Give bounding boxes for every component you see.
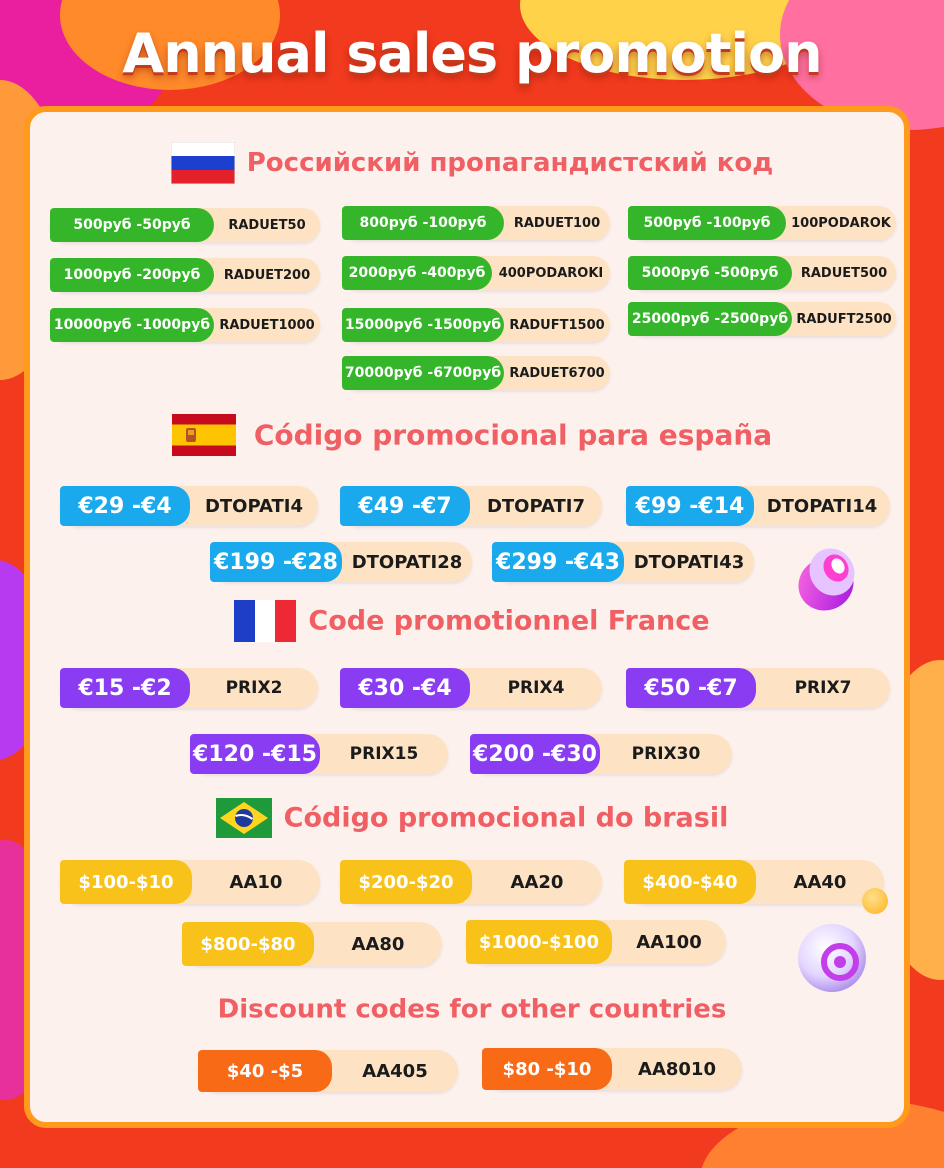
- coupon-amount: 10000руб -1000руб: [50, 308, 214, 342]
- coupon-amount: $100-$10: [60, 860, 192, 904]
- coupon-code: RADUFT1500: [509, 317, 605, 333]
- spain-heading-text: Código promocional para españa: [253, 418, 773, 452]
- coupon-49-7eur[interactable]: [340, 486, 602, 526]
- coupon-2000-400rub[interactable]: [342, 256, 610, 290]
- coupon-800-80usd[interactable]: [182, 922, 442, 966]
- coupon-500-100rub[interactable]: [628, 206, 896, 240]
- coupon-code: RADUET100: [513, 215, 601, 231]
- coupon-199-28eur[interactable]: [210, 542, 472, 582]
- coupon-code: AA10: [229, 871, 283, 893]
- coupon-200-30eur[interactable]: [470, 734, 732, 774]
- coupon-200-20usd[interactable]: [340, 860, 602, 904]
- coupon-15-2eur[interactable]: [60, 668, 318, 708]
- coupon-800-100rub[interactable]: [342, 206, 610, 240]
- purple-sphere-decoration-icon: [796, 922, 868, 994]
- coupon-amount: €29 -€4: [60, 486, 190, 526]
- coupon-amount: $80 -$10: [482, 1048, 612, 1090]
- coupon-amount: 800руб -100руб: [342, 206, 504, 240]
- coupon-299-43eur[interactable]: [492, 542, 754, 582]
- brazil-heading: [0, 798, 944, 838]
- coupon-amount: €49 -€7: [340, 486, 470, 526]
- coupon-1000-200rub[interactable]: [50, 258, 320, 292]
- brazil-heading-text: Código promocional do brasil: [283, 802, 729, 834]
- france-heading-text: Code promotionnel France: [308, 605, 710, 637]
- coupon-70000-6700rub[interactable]: [342, 356, 610, 390]
- coupon-amount: $200-$20: [340, 860, 472, 904]
- coupon-amount: €15 -€2: [60, 668, 190, 708]
- coupon-code: PRIX15: [349, 744, 419, 764]
- coupon-amount: €30 -€4: [340, 668, 470, 708]
- coupon-code: DTOPATI43: [633, 551, 745, 573]
- coupon-code: AA80: [351, 933, 405, 955]
- coupon-80-10usd[interactable]: [482, 1048, 742, 1090]
- russia-heading: [0, 142, 944, 184]
- coupon-amount: 70000руб -6700руб: [342, 356, 504, 390]
- coupon-1000-100usd[interactable]: [466, 920, 726, 964]
- coupon-code: AA8010: [638, 1058, 716, 1080]
- coupon-30-4eur[interactable]: [340, 668, 602, 708]
- coupon-code: AA20: [510, 871, 564, 893]
- coupon-code: PRIX2: [225, 678, 283, 698]
- coupon-code: 400PODAROKI: [498, 265, 604, 281]
- coupon-400-40usd[interactable]: [624, 860, 884, 904]
- coupon-code: 100PODAROK: [791, 215, 891, 231]
- coupon-code: DTOPATI7: [486, 495, 586, 517]
- coupon-code: RADUET200: [223, 267, 311, 283]
- coupon-40-5usd[interactable]: [198, 1050, 458, 1092]
- coupon-code: DTOPATI14: [766, 495, 878, 517]
- coupon-amount: 500руб -50руб: [50, 208, 214, 242]
- coupon-amount: 15000руб -1500руб: [342, 308, 504, 342]
- spain-flag-icon: [172, 414, 236, 456]
- coupon-amount: $400-$40: [624, 860, 756, 904]
- coupon-code: DTOPATI28: [351, 551, 463, 573]
- coupon-code: DTOPATI4: [204, 495, 304, 517]
- pink-ring-decoration-icon: [792, 536, 866, 616]
- coupon-50-7eur[interactable]: [626, 668, 890, 708]
- coupon-code: RADUFT2500: [796, 311, 892, 327]
- coupon-code: RADUET500: [800, 265, 888, 281]
- coupon-amount: 1000руб -200руб: [50, 258, 214, 292]
- coupon-100-10usd[interactable]: [60, 860, 320, 904]
- coupon-amount: €199 -€28: [210, 542, 342, 582]
- coupon-25000-2500rub[interactable]: [628, 302, 896, 336]
- coupon-amount: 25000руб -2500руб: [628, 302, 792, 336]
- coupon-amount: 2000руб -400руб: [342, 256, 492, 290]
- coupon-amount: $800-$80: [182, 922, 314, 966]
- coupon-amount: €50 -€7: [626, 668, 756, 708]
- coupon-code: RADUET6700: [509, 365, 605, 381]
- coupon-500-50rub[interactable]: [50, 208, 320, 242]
- russia-heading-text: Российский пропагандистский код: [246, 148, 774, 178]
- brazil-flag-icon: [216, 798, 272, 838]
- coupon-99-14eur[interactable]: [626, 486, 890, 526]
- coupon-amount: 500руб -100руб: [628, 206, 786, 240]
- coupon-10000-1000rub[interactable]: [50, 308, 320, 342]
- other-heading-text: Discount codes for other countries: [217, 994, 727, 1025]
- coupon-code: AA40: [793, 871, 847, 893]
- coupon-code: AA405: [362, 1060, 428, 1082]
- page-title: Annual sales promotion: [122, 22, 822, 85]
- orange-dot-decoration-icon: [862, 888, 888, 914]
- france-flag-icon: [234, 600, 296, 642]
- coupon-code: PRIX30: [631, 744, 701, 764]
- coupon-amount: $40 -$5: [198, 1050, 332, 1092]
- coupon-amount: $1000-$100: [466, 920, 612, 964]
- coupon-amount: €200 -€30: [470, 734, 600, 774]
- coupon-15000-1500rub[interactable]: [342, 308, 610, 342]
- coupon-code: RADUET50: [228, 217, 306, 233]
- coupon-120-15eur[interactable]: [190, 734, 448, 774]
- coupon-code: AA100: [636, 931, 702, 953]
- coupon-5000-500rub[interactable]: [628, 256, 896, 290]
- coupon-code: PRIX7: [794, 678, 852, 698]
- coupon-29-4eur[interactable]: [60, 486, 318, 526]
- coupon-code: PRIX4: [507, 678, 565, 698]
- coupon-code: RADUET1000: [219, 317, 315, 333]
- coupon-amount: €120 -€15: [190, 734, 320, 774]
- russia-flag-icon: [171, 142, 235, 184]
- coupon-amount: €299 -€43: [492, 542, 624, 582]
- coupon-amount: 5000руб -500руб: [628, 256, 792, 290]
- coupon-amount: €99 -€14: [626, 486, 754, 526]
- other-countries-heading: [0, 994, 944, 1025]
- spain-heading: [0, 414, 944, 456]
